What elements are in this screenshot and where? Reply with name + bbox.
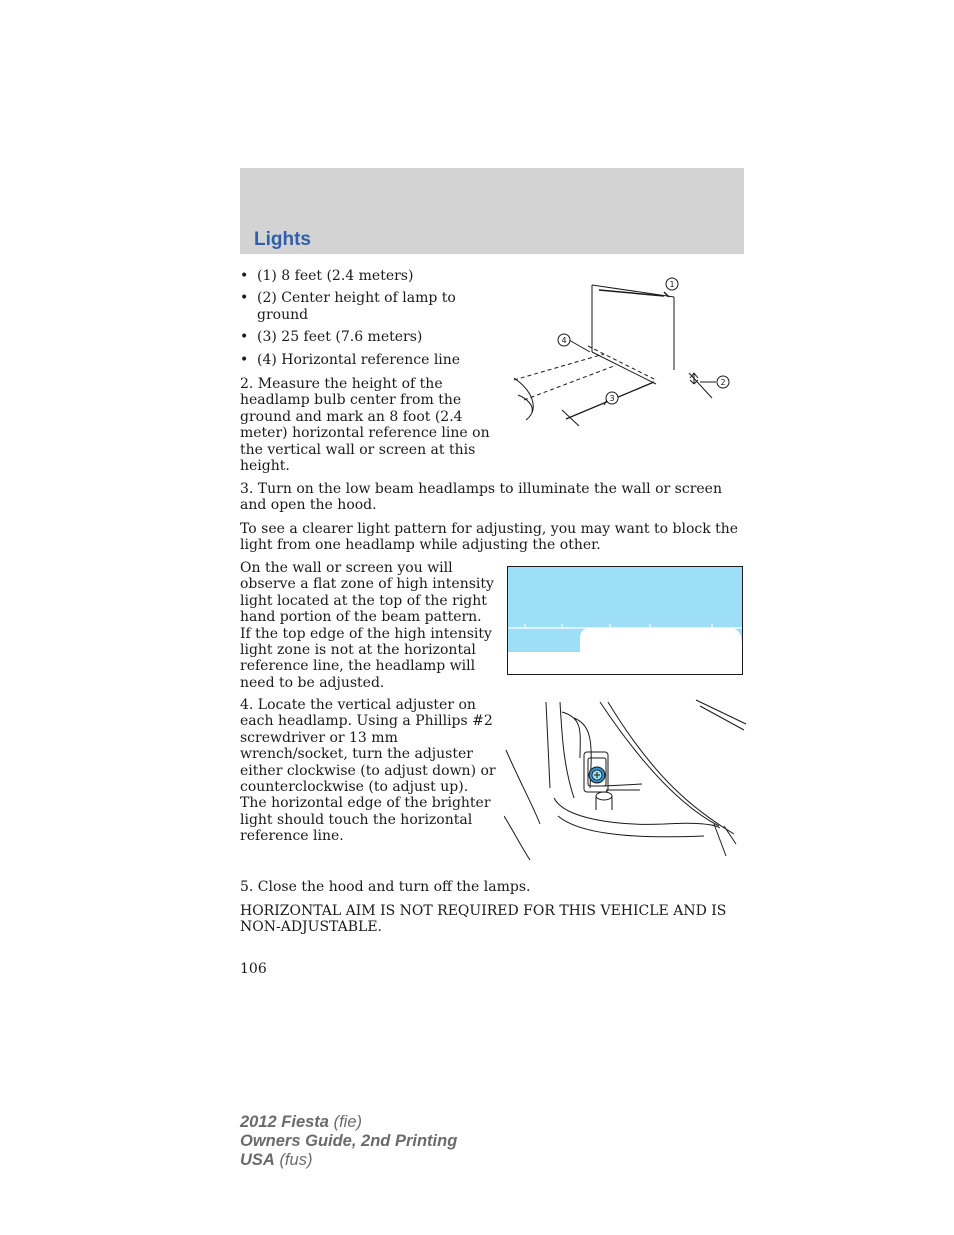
tip-text: To see a clearer light pattern for adjusting, you may want to block the light from one headlamp while adjusting the other. — [240, 521, 739, 554]
list-item: • (4) Horizontal reference line — [240, 352, 490, 368]
page-number: 106 — [240, 961, 267, 977]
callout-2: 2 — [720, 378, 726, 387]
footer-guide: Owners Guide, 2nd Printing — [240, 1132, 458, 1150]
footer-region: USA — [240, 1151, 275, 1169]
list-item: • (1) 8 feet (2.4 meters) — [240, 268, 490, 284]
list-item: • (3) 25 feet (7.6 meters) — [240, 329, 490, 345]
note-text: HORIZONTAL AIM IS NOT REQUIRED FOR THIS VEHICLE AND IS NON-ADJUSTABLE. — [240, 903, 727, 936]
footer-region-code: (fus) — [279, 1151, 313, 1169]
step-2-text: 2. Measure the height of the headlamp bulb center from the ground and mark an 8 foot (2.4 meter) horizontal reference line on the vertical wall or screen at this height. — [240, 376, 490, 475]
callout-4: 4 — [561, 336, 567, 345]
footer-model-code: (fie) — [333, 1113, 362, 1131]
section-title: Lights — [254, 229, 311, 250]
callout-1: 1 — [669, 280, 675, 289]
headlamp-adjuster-illustration — [504, 698, 748, 864]
section-header — [240, 168, 744, 254]
footer — [240, 1113, 457, 1170]
step-4-text: 4. Locate the vertical adjuster on each headlamp. Using a Phillips #2 screwdriver or 13 mm wrench/socket, turn the adjuster either clockwise (to adjust down) or counterclockwise (to adjust up). The horizontal edge of the brighter light should touch the horizontal reference line. — [240, 697, 496, 845]
list-item: • (2) Center height of lamp to ground — [240, 290, 490, 323]
step-3-text: 3. Turn on the low beam headlamps to illuminate the wall or screen and open the hood. — [240, 481, 722, 514]
footer-model: 2012 Fiesta — [240, 1113, 329, 1131]
beam-pattern-diagram — [507, 566, 743, 675]
callout-3: 3 — [609, 394, 615, 403]
legend-list — [240, 268, 490, 374]
headlamp-aim-diagram — [504, 270, 744, 432]
step-5-text: 5. Close the hood and turn off the lamps. — [240, 879, 531, 895]
observe-text: On the wall or screen you will observe a flat zone of high intensity light located at the top of the right hand portion of the beam pattern. If the top edge of the high intensity light zone is not at the horizontal reference line, the headlamp will need to be adjusted. — [240, 560, 494, 691]
